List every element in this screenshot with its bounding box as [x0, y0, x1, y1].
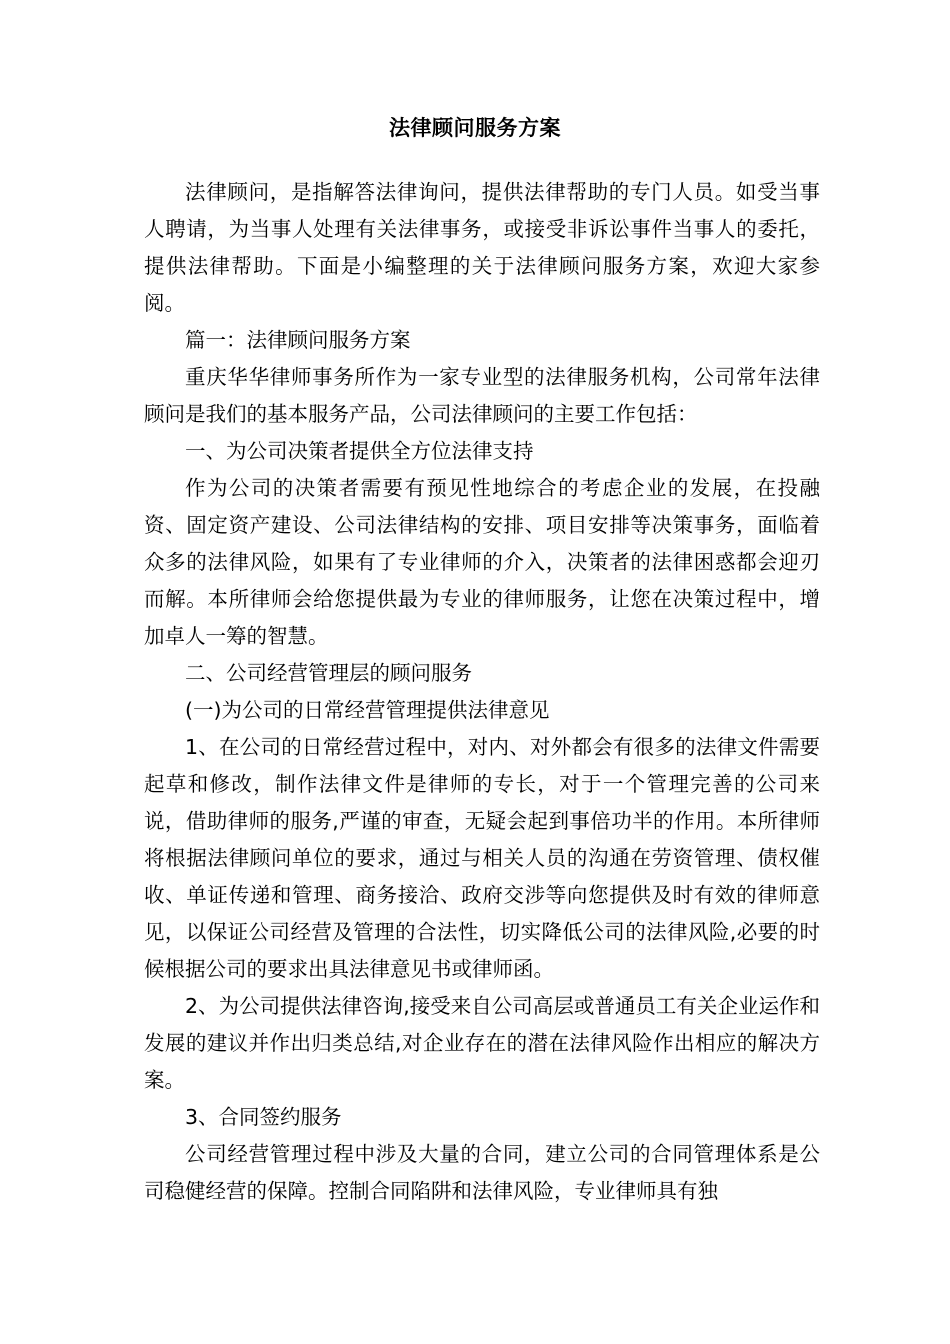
document-body [144, 174, 820, 1210]
body-paragraph: 公司经营管理过程中涉及大量的合同，建立公司的合同管理体系是公司稳健经营的保障。控制合同陷阱和法律风险，专业律师具有独 [144, 1142, 820, 1203]
subsection-heading: 3、合同签约服务 [185, 1105, 342, 1129]
document-title: 法律顾问服务方案 [389, 116, 561, 140]
subsection-heading: (一)为公司的日常经营管理提供法律意见 [185, 698, 550, 722]
section-heading: 二、公司经营管理层的顾问服务 [185, 661, 472, 685]
body-paragraph: 2、为公司提供法律咨询,接受来自公司高层或普通员工有关企业运作和发展的建议并作出归类总结,对企业存在的潜在法律风险作出相应的解决方案。 [144, 994, 820, 1092]
body-paragraph: 1、在公司的日常经营过程中，对内、对外都会有很多的法律文件需要起草和修改，制作法律文件是律师的专长，对于一个管理完善的公司来说，借助律师的服务,严谨的审查，无疑会起到事倍功半的作用。本所律师将根据法律顾问单位的要求，通过与相关人员的沟通在劳资管理、债权催收、单证传递和管理、商务接洽、政府交涉等向您提供及时有效的律师意见，以保证公司经营及管理的合法性，切实降低公司的法律风险,必要的时候根据公司的要求出具法律意见书或律师函。 [144, 735, 820, 981]
section-heading: 一、为公司决策者提供全方位法律支持 [185, 439, 534, 463]
intro-paragraph: 法律顾问，是指解答法律询问，提供法律帮助的专门人员。如受当事人聘请，为当事人处理有关法律事务，或接受非诉讼事件当事人的委托，提供法律帮助。下面是小编整理的关于法律顾问服务方案，欢迎大家参阅。 [144, 180, 820, 315]
section-heading: 篇一：法律顾问服务方案 [185, 328, 411, 352]
body-paragraph: 重庆华华律师事务所作为一家专业型的法律服务机构，公司常年法律顾问是我们的基本服务产品，公司法律顾问的主要工作包括： [144, 365, 820, 426]
body-paragraph: 作为公司的决策者需要有预见性地综合的考虑企业的发展，在投融资、固定资产建设、公司法律结构的安排、项目安排等决策事务，面临着众多的法律风险，如果有了专业律师的介入，决策者的法律困惑都会迎刃而解。本所律师会给您提供最为专业的律师服务，让您在决策过程中，增加卓人一筹的智慧。 [144, 476, 820, 648]
